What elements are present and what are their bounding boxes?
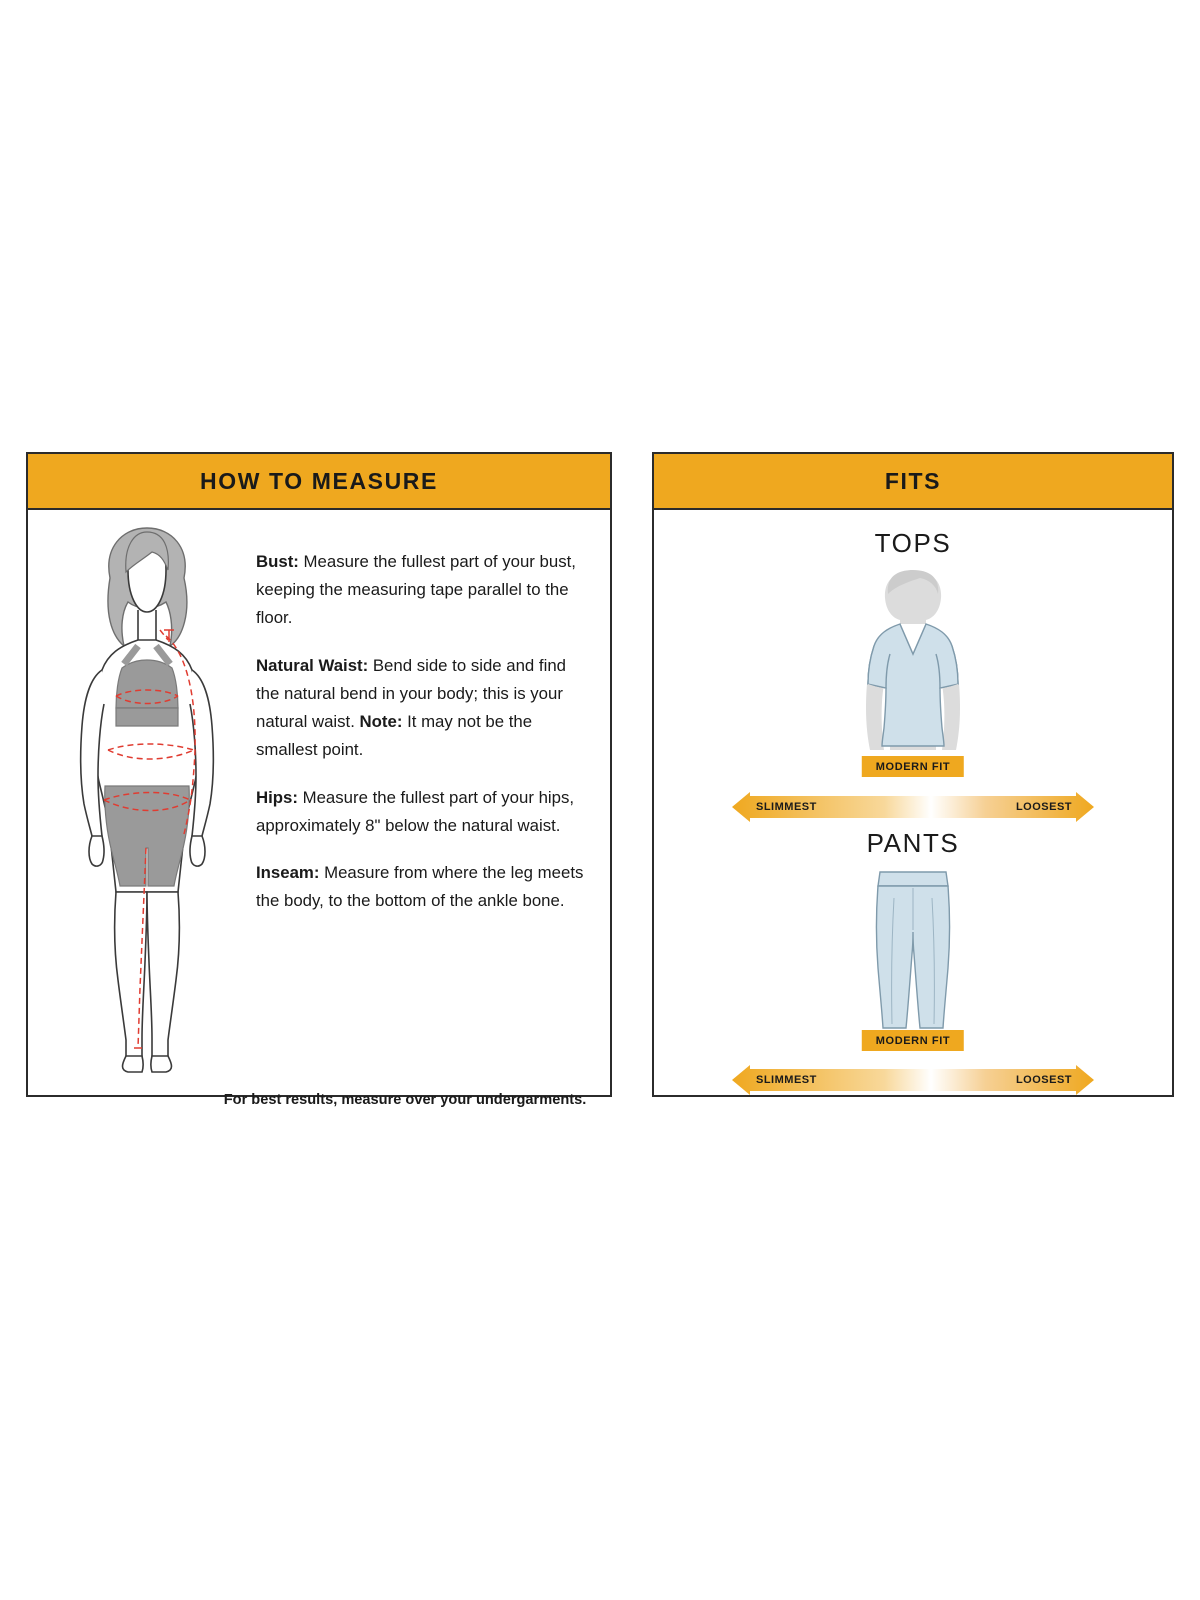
- instruction-inseam-term: Inseam:: [256, 862, 320, 882]
- how-to-measure-title: HOW TO MEASURE: [200, 467, 438, 494]
- instruction-hips-text: Measure the fullest part of your hips, approximately 8" below the natural waist.: [256, 787, 575, 835]
- tops-fit-scale: [732, 792, 1094, 822]
- measure-footnote: For best results, measure over your undergarments.: [223, 1092, 587, 1108]
- instruction-natural-waist: [256, 652, 586, 765]
- instruction-hips: [256, 784, 586, 840]
- instruction-waist-note-term: Note:: [359, 712, 403, 732]
- how-to-measure-body: [28, 510, 610, 1108]
- fits-header: [654, 454, 1172, 510]
- instruction-inseam-text: Measure from where the leg meets the body, to the bottom of the ankle bone.: [256, 862, 584, 911]
- pants-section-title: PANTS: [866, 828, 960, 858]
- tops-scale-slimmest-label: SLIMMEST: [756, 801, 817, 813]
- instruction-waist-note-text: It may not be the smallest point.: [256, 712, 533, 760]
- tops-section-title: TOPS: [874, 528, 952, 558]
- how-to-measure-panel: [26, 452, 612, 1108]
- tops-scale-loosest-label: LOOSEST: [1015, 801, 1072, 813]
- scrub-pants-illustration: [858, 868, 968, 1038]
- instruction-waist-text: Bend side to side and find the natural bend in your body; this is your natural waist.: [256, 655, 566, 732]
- tops-fit-badge: MODERN FIT: [862, 756, 964, 777]
- measurement-instructions: [256, 548, 586, 934]
- instruction-waist-term: Natural Waist:: [256, 655, 369, 675]
- fits-panel: [652, 452, 1174, 1097]
- instruction-bust-term: Bust:: [256, 552, 299, 571]
- instruction-inseam: [256, 859, 586, 915]
- pants-scale-slimmest-label: SLIMMEST: [756, 1074, 817, 1086]
- instruction-bust-text: Measure the fullest part of your bust, keeping the measuring tape parallel to the floor.: [256, 552, 576, 628]
- how-to-measure-header: [28, 454, 610, 510]
- fits-title: FITS: [884, 467, 942, 494]
- pants-scale-loosest-label: LOOSEST: [1015, 1074, 1072, 1086]
- instruction-hips-term: Hips:: [256, 787, 298, 807]
- body-figure-illustration: [42, 518, 252, 1078]
- pants-fit-badge: MODERN FIT: [862, 1030, 964, 1051]
- fits-body: [654, 510, 1172, 1095]
- instruction-bust: [256, 548, 586, 633]
- pants-fit-scale: [732, 1065, 1094, 1095]
- scrub-top-illustration: [828, 568, 998, 763]
